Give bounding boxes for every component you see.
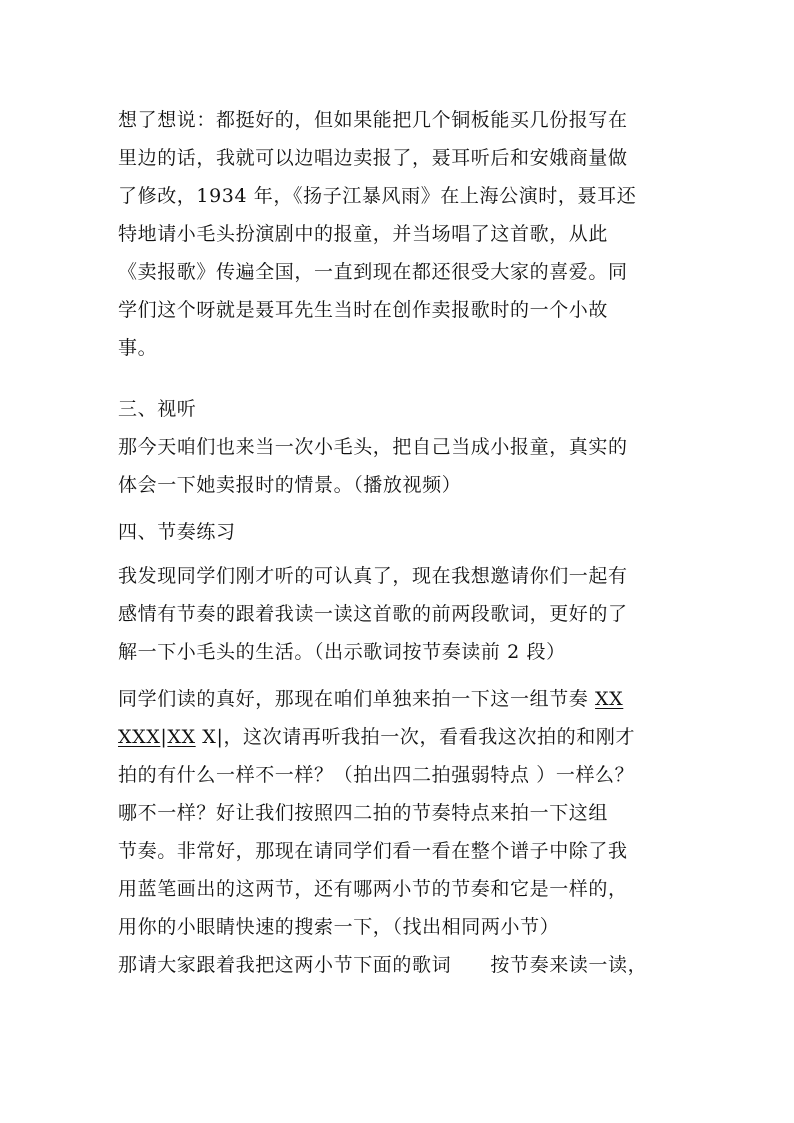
rhythm-notation: XXX bbox=[118, 726, 161, 748]
paragraph-line: 哪不一样？好让我们按照四二拍的节奏特点来拍一下这组 bbox=[118, 802, 609, 824]
paragraph-line: 用你的小眼睛快速的搜索一下，（找出相同两小节） bbox=[118, 916, 560, 938]
line-text: 同学们读的真好，那现在咱们单独来拍一下这一组节奏 bbox=[118, 688, 596, 710]
section-heading-viewing: 三、视听 bbox=[118, 398, 197, 420]
paragraph-line: 那今天咱们也来当一次小毛头，把自己当成小报童，真实的 bbox=[118, 436, 628, 458]
paragraph-line: 想了想说：都挺好的，但如果能把几个铜板能买几份报写在 bbox=[118, 109, 628, 131]
paragraph-line: 那请大家跟着我把这两小节下面的歌词 按节奏来读一读， bbox=[118, 954, 648, 976]
paragraph-line: 解一下小毛头的生活。（出示歌词按节奏读前 2 段） bbox=[118, 641, 566, 663]
paragraph-line bbox=[118, 686, 678, 712]
section-heading-rhythm: 四、节奏练习 bbox=[118, 521, 236, 543]
paragraph-line: 感情有节奏的跟着我读一读这首歌的前两段歌词，更好的了 bbox=[118, 603, 628, 625]
rhythm-notation: X| bbox=[195, 726, 224, 748]
rhythm-notation: XX bbox=[595, 688, 624, 710]
line-text: ，这次请再听我拍一次，看看我这次拍的和刚才 bbox=[223, 726, 636, 748]
paragraph-line: 节奏。非常好，那现在请同学们看一看在整个谱子中除了我 bbox=[118, 840, 628, 862]
bar-line: | bbox=[160, 726, 168, 748]
paragraph-line: 拍的有什么一样不一样？（拍出四二拍强弱特点 ）一样么？ bbox=[118, 764, 635, 786]
paragraph-line: 体会一下她卖报时的情景。（播放视频） bbox=[118, 474, 462, 496]
paragraph-line bbox=[118, 724, 678, 750]
paragraph-line: 里边的话，我就可以边唱边卖报了，聂耳听后和安娥商量做 bbox=[118, 147, 628, 169]
paragraph-line: 用蓝笔画出的这两节，还有哪两小节的节奏和它是一样的， bbox=[118, 878, 628, 900]
paragraph-line: 学们这个呀就是聂耳先生当时在创作卖报歌时的一个小故 bbox=[118, 299, 609, 321]
rhythm-notation: XX bbox=[167, 726, 196, 748]
paragraph-line: 了修改，1934 年，《扬子江暴风雨》在上海公演时，聂耳还 bbox=[118, 185, 637, 207]
paragraph-line: 我发现同学们刚才听的可认真了，现在我想邀请你们一起有 bbox=[118, 565, 628, 587]
paragraph-line: 事。 bbox=[118, 337, 158, 359]
paragraph-line: 《卖报歌》传遍全国，一直到现在都还很受大家的喜爱。同 bbox=[118, 261, 628, 283]
paragraph-line: 特地请小毛头扮演剧中的报童，并当场唱了这首歌，从此 bbox=[118, 223, 609, 245]
